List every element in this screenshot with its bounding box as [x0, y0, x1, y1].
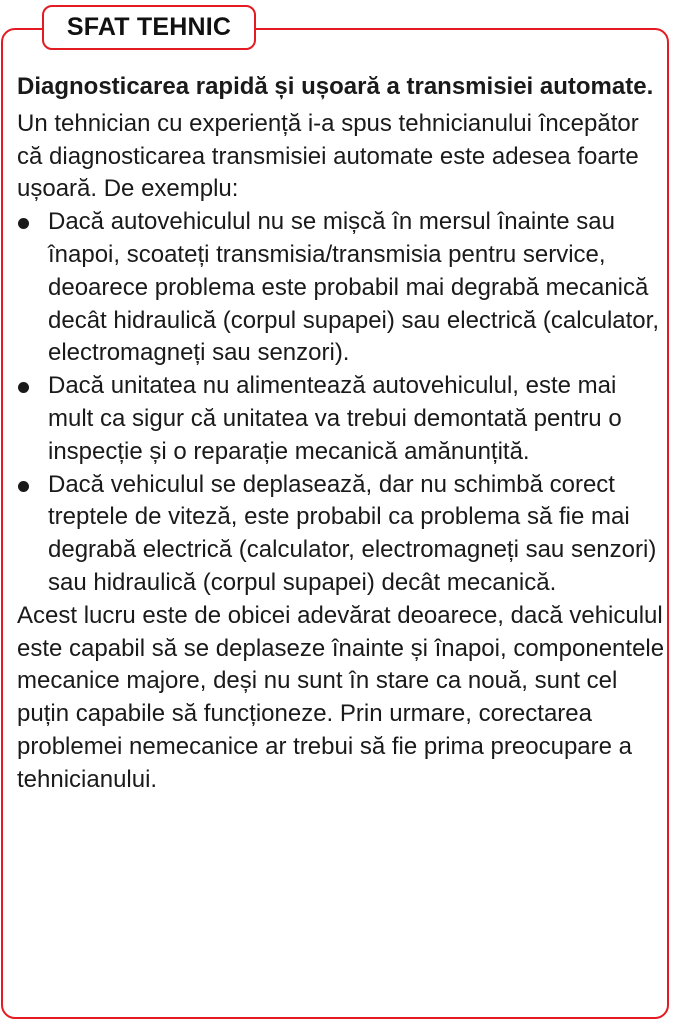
bullet-text: Dacă autovehiculul nu se mișcă în mersul înainte sau înapoi, scoateți transmisia/transmisia pentru service, deoarece problema este probabil mai degrabă mecanică decât hidraulică (corpul supapei) sau electrică (calculator, electromagneți sau senzori). [48, 208, 659, 367]
bullet-dot-icon [18, 382, 29, 393]
tip-content [17, 71, 665, 797]
bullet-text: Dacă vehiculul se deplasează, dar nu schimbă corect treptele de viteză, este probabil ca problema să fie mai degrabă electrică (calculator, electromagneți sau senzori) sau hidraulică (corpul supapei) decât mecanică. [48, 470, 657, 596]
bullet-text: Dacă unitatea nu alimentează autovehiculul, este mai mult ca sigur că unitatea va trebui demontată pentru o inspecție și o reparație mecanică amănunțită. [48, 372, 622, 465]
list-item [17, 370, 665, 468]
list-item [17, 206, 665, 370]
tip-label-text: SFAT TEHNIC [66, 13, 232, 41]
bullet-dot-icon [18, 481, 29, 492]
list-item [17, 469, 665, 600]
tip-title: Diagnosticarea rapidă și ușoară a transmisiei automate. [17, 73, 654, 100]
bullet-dot-icon [18, 218, 29, 229]
tip-label [42, 5, 256, 50]
tip-intro: Un tehnician cu experiență i-a spus tehnicianului începător că diagnosticarea transmisiei automate este adesea foarte ușoară. De exemplu: [17, 109, 639, 203]
tip-conclusion: Acest lucru este de obicei adevărat deoarece, dacă vehiculul este capabil să se deplaseze înainte și înapoi, componentele mecanice majore, deși nu sunt în stare ca nouă, sunt cel puțin capabile să funcționeze. Prin urmare, corectarea problemei nemecanice ar trebui să fie prima preocupare a tehnicianului. [17, 601, 665, 793]
tip-bullet-list [17, 206, 665, 600]
